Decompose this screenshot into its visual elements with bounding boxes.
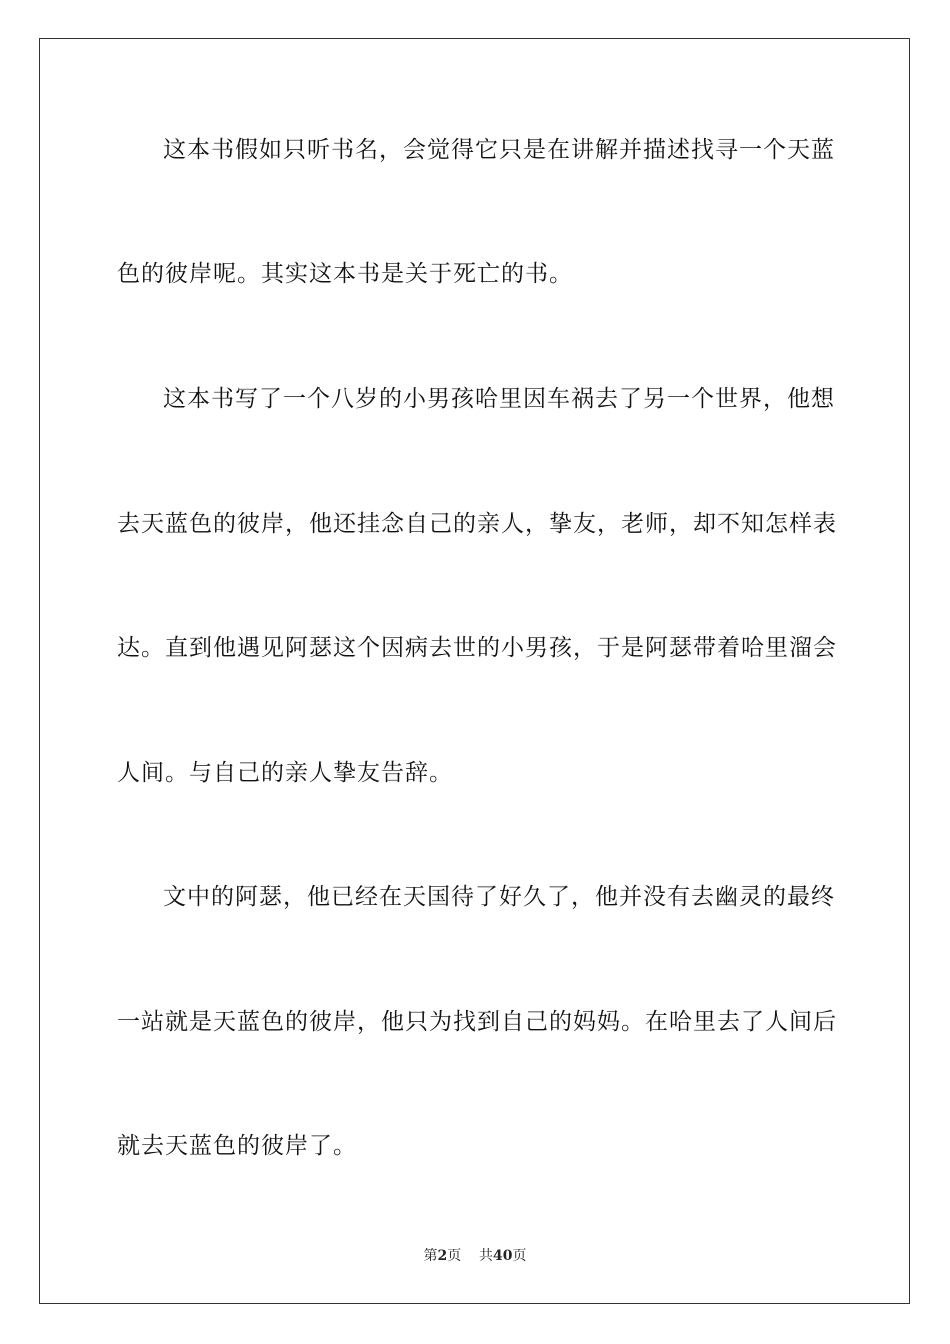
page-suffix: 页 [447,1248,462,1264]
text-line: 文中的阿瑟，他已经在天国待了好久了，他并没有去幽灵的最终 [163,884,835,910]
total-prefix: 共 [479,1248,494,1264]
text-line: 这本书写了一个八岁的小男孩哈里因车祸去了另一个世界，他想 [163,386,835,412]
text-line: 人间。与自己的亲人挚友告辞。 [117,760,453,786]
page-prefix: 第 [423,1248,438,1264]
page-footer [0,1247,950,1265]
text-line: 色的彼岸呢。其实这本书是关于死亡的书。 [117,261,573,287]
text-line: 一站就是天蓝色的彼岸，他只为找到自己的妈妈。在哈里去了人间后 [117,1009,837,1035]
total-pages: 40 [493,1248,513,1264]
page-border [39,38,910,1304]
text-line: 去天蓝色的彼岸，他还挂念自己的亲人，挚友，老师，却不知怎样表 [117,511,837,537]
page-number: 2 [437,1248,448,1264]
text-line: 就去天蓝色的彼岸了。 [117,1133,357,1159]
text-line: 这本书假如只听书名，会觉得它只是在讲解并描述找寻一个天蓝 [163,137,835,163]
text-line: 达。直到他遇见阿瑟这个因病去世的小男孩，于是阿瑟带着哈里溜会 [117,635,837,661]
total-suffix: 页 [512,1248,527,1264]
